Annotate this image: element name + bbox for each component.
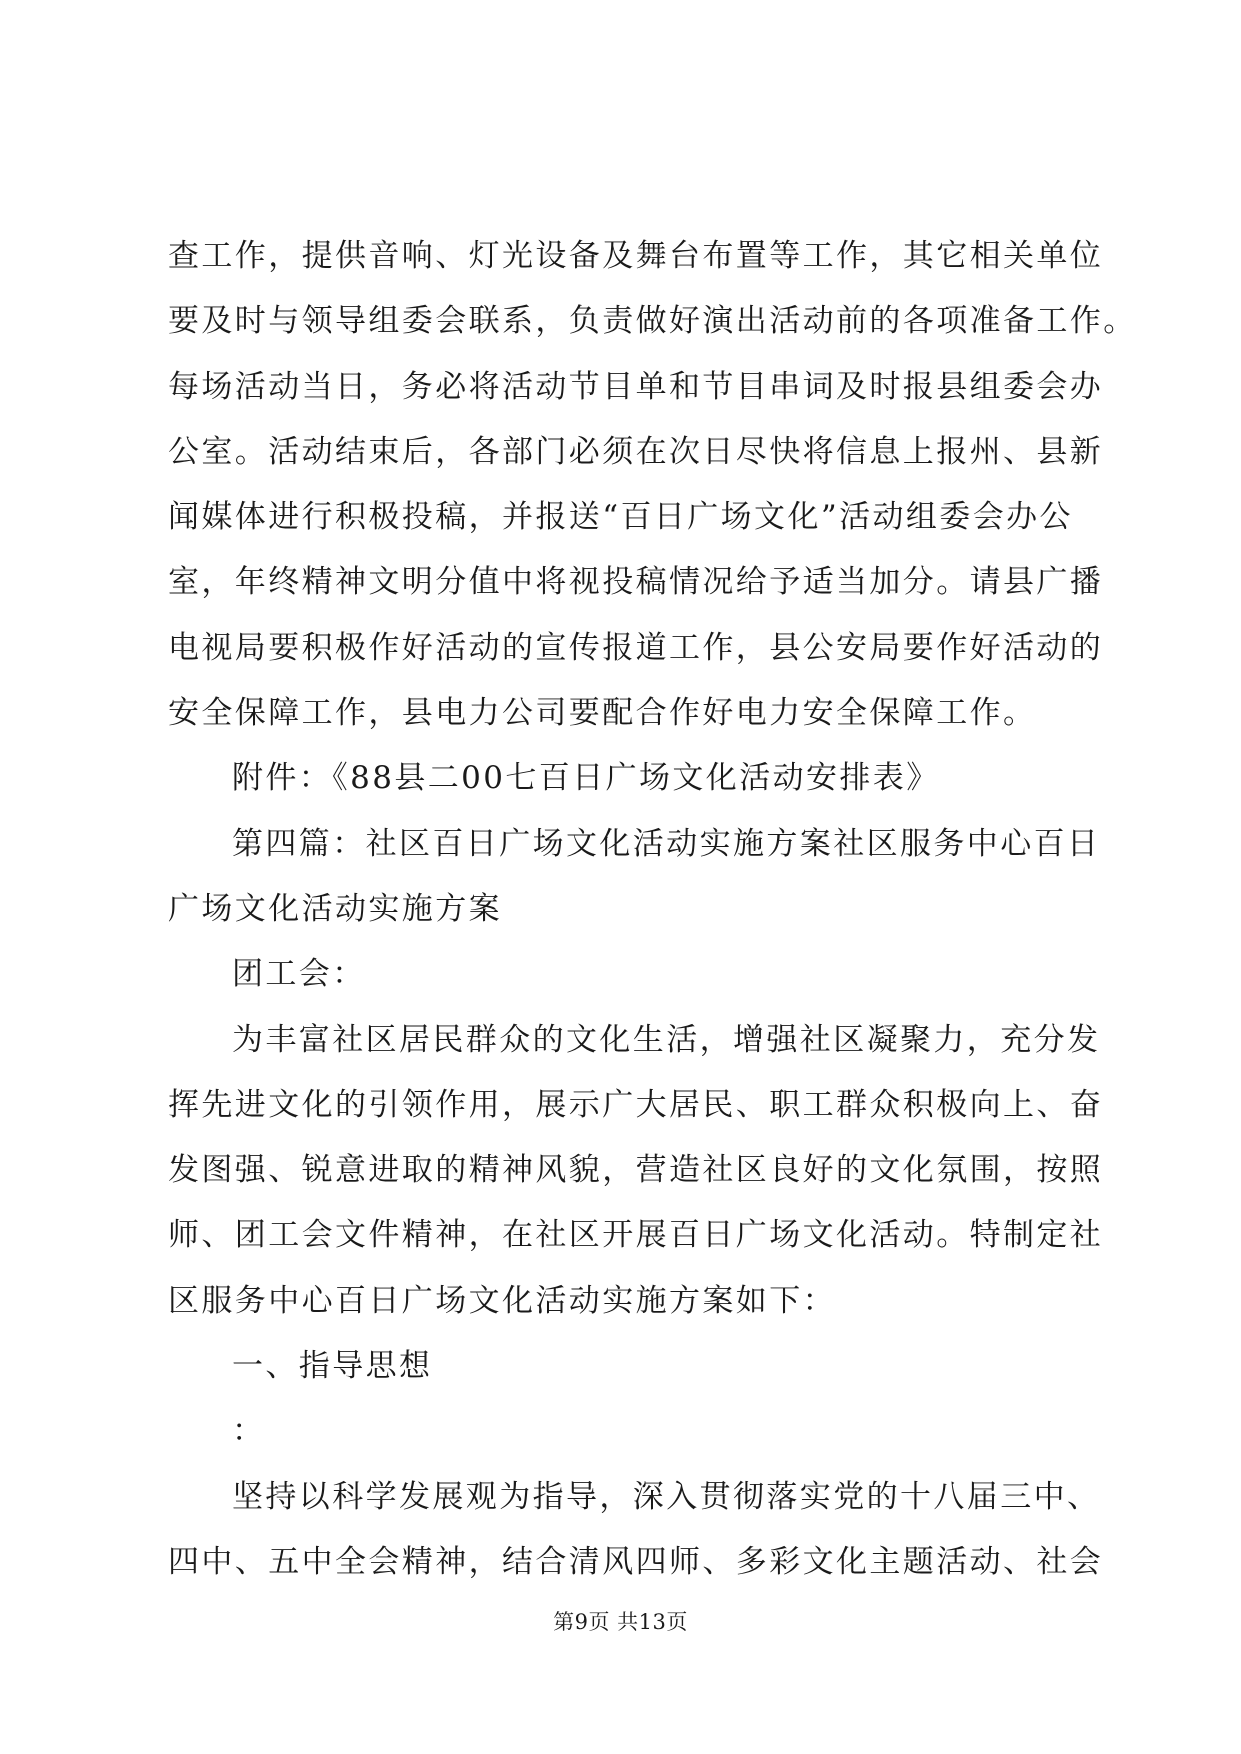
text-line: 师、团工会文件精神，在社区开展百日广场文化活动。特制定社 (168, 1217, 1104, 1254)
attachment-line: 附件：《88县二00七百日广场文化活动安排表》 (232, 760, 940, 797)
text-line: 发图强、锐意进取的精神风貌，营造社区良好的文化氛围，按照 (168, 1152, 1104, 1189)
text-line: 要及时与领导组委会联系，负责做好演出活动前的各项准备工作。 (168, 303, 1137, 340)
section-heading-continued: 广场文化活动实施方案 (168, 890, 502, 927)
text-line: 挥先进文化的引领作用，展示广大居民、职工群众积极向上、奋 (168, 1086, 1104, 1123)
text-line: 安全保障工作，县电力公司要配合作好电力安全保障工作。 (168, 695, 1037, 732)
text-line: 室，年终精神文明分值中将视投稿情况给予适当加分。请县广播 (168, 564, 1104, 601)
text-line: 坚持以科学发展观为指导，深入贯彻落实党的十八届三中、 (232, 1478, 1101, 1515)
text-line: 每场活动当日，务必将活动节目单和节目串词及时报县组委会办 (168, 368, 1104, 405)
text-line: 为丰富社区居民群众的文化生活，增强社区凝聚力，充分发 (232, 1021, 1101, 1058)
subsection-heading: 一、指导思想 (232, 1348, 433, 1385)
salutation: 团工会： (232, 956, 366, 993)
text-line: 查工作，提供音响、灯光设备及舞台布置等工作，其它相关单位 (168, 238, 1104, 274)
text-line: 电视局要积极作好活动的宣传报道工作，县公安局要作好活动的 (168, 629, 1104, 666)
page-footer: 第9页 共13页 (553, 1610, 688, 1634)
text-line: ： (232, 1413, 266, 1450)
text-line: 闻媒体进行积极投稿，并报送“百日广场文化”活动组委会办公 (168, 499, 1073, 536)
document-body (168, 224, 1137, 1595)
section-heading: 第四篇：社区百日广场文化活动实施方案社区服务中心百日 (232, 825, 1101, 862)
text-line: 公室。活动结束后，各部门必须在次日尽快将信息上报州、县新 (168, 433, 1104, 470)
text-line: 区服务中心百日广场文化活动实施方案如下： (168, 1282, 836, 1319)
text-line: 四中、五中全会精神，结合清风四师、多彩文化主题活动、社会 (168, 1543, 1104, 1580)
